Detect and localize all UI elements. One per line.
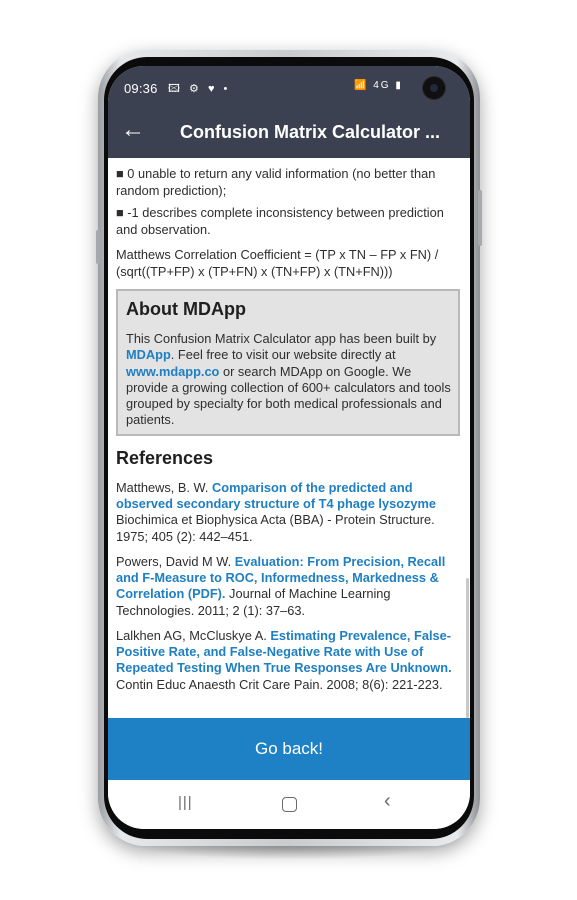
about-box [116, 289, 460, 436]
reference-authors: Matthews, B. W. [116, 480, 213, 495]
reference-link[interactable]: Evaluation: From Precision, Recall and F-Measure to ROC, Informedness, Markedness & Correlation (PDF). [116, 554, 446, 602]
about-text-2: . Feel free to visit our website directly at [170, 347, 396, 363]
about-title: About MDApp [126, 299, 246, 319]
scrollbar[interactable] [466, 578, 469, 718]
home-icon[interactable] [282, 797, 297, 812]
reference-authors: Lalkhen AG, McCluskye A. [116, 628, 271, 643]
status-time: 09:36 [124, 81, 158, 96]
website-link[interactable]: www.mdapp.co [126, 363, 220, 379]
reference-authors: Powers, David M W. [116, 554, 235, 569]
page-title: Confusion Matrix Calculator ... [180, 122, 441, 142]
about-text-1: This Confusion Matrix Calculator app has been built by [126, 331, 437, 346]
volume-button [96, 230, 100, 264]
bullet-zero: ■ 0 unable to return any valid information (no better than random prediction); [116, 166, 436, 198]
reference-source: Contin Educ Anaesth Crit Care Pain. 2008; 8(6): 221-223. [116, 676, 443, 692]
camera-icon [422, 76, 446, 100]
system-nav-bar [108, 780, 470, 829]
reference-item [116, 628, 462, 693]
reference-link[interactable]: Comparison of the predicted and observed secondary structure of T4 phage lysozyme [116, 480, 437, 512]
reference-link[interactable]: Estimating Prevalence, False-Positive Rate, and False-Negative Rate with Use of Repeated Testing When True Responses Are Unknown. [116, 628, 452, 676]
scroll-content[interactable] [108, 158, 470, 718]
back-arrow-icon[interactable]: ← [121, 116, 145, 143]
references-heading: References [116, 448, 214, 468]
about-text [126, 331, 456, 429]
phone-screen [108, 66, 470, 829]
reference-item [116, 554, 462, 619]
signal-battery-icons: 📶 4G ▮ [354, 80, 403, 91]
notification-icons: 🖾 ⚙ ♥ • [168, 83, 231, 95]
about-text-3: or search MDApp on Google. We provide a growing collection of 600+ calculators and tools grouped by specialty for both medical professionals and patients. [126, 363, 451, 428]
status-bar [108, 66, 470, 106]
nav-back-icon[interactable]: ‹ [384, 790, 391, 812]
power-button [478, 190, 482, 246]
app-bar [108, 106, 470, 158]
reference-source: Biochimica et Biophysica Acta (BBA) - Protein Structure. 1975; 405 (2): 442–451. [116, 512, 435, 544]
mdapp-link[interactable]: MDApp [126, 347, 171, 363]
bullet-minus-one: ■ -1 describes complete inconsistency between prediction and observation. [116, 205, 444, 237]
mcc-formula: Matthews Correlation Coefficient = (TP x TN – FP x FN) / (sqrt((TP+FP) x (TP+FN) x (TN+FP) x (TN+FN))) [116, 247, 439, 279]
reference-source: Journal of Machine Learning Technologies. 2011; 2 (1): 37–63. [116, 586, 391, 618]
recents-icon[interactable]: ||| [178, 794, 193, 811]
go-back-button[interactable]: Go back! [108, 718, 470, 780]
reference-item [116, 480, 462, 545]
